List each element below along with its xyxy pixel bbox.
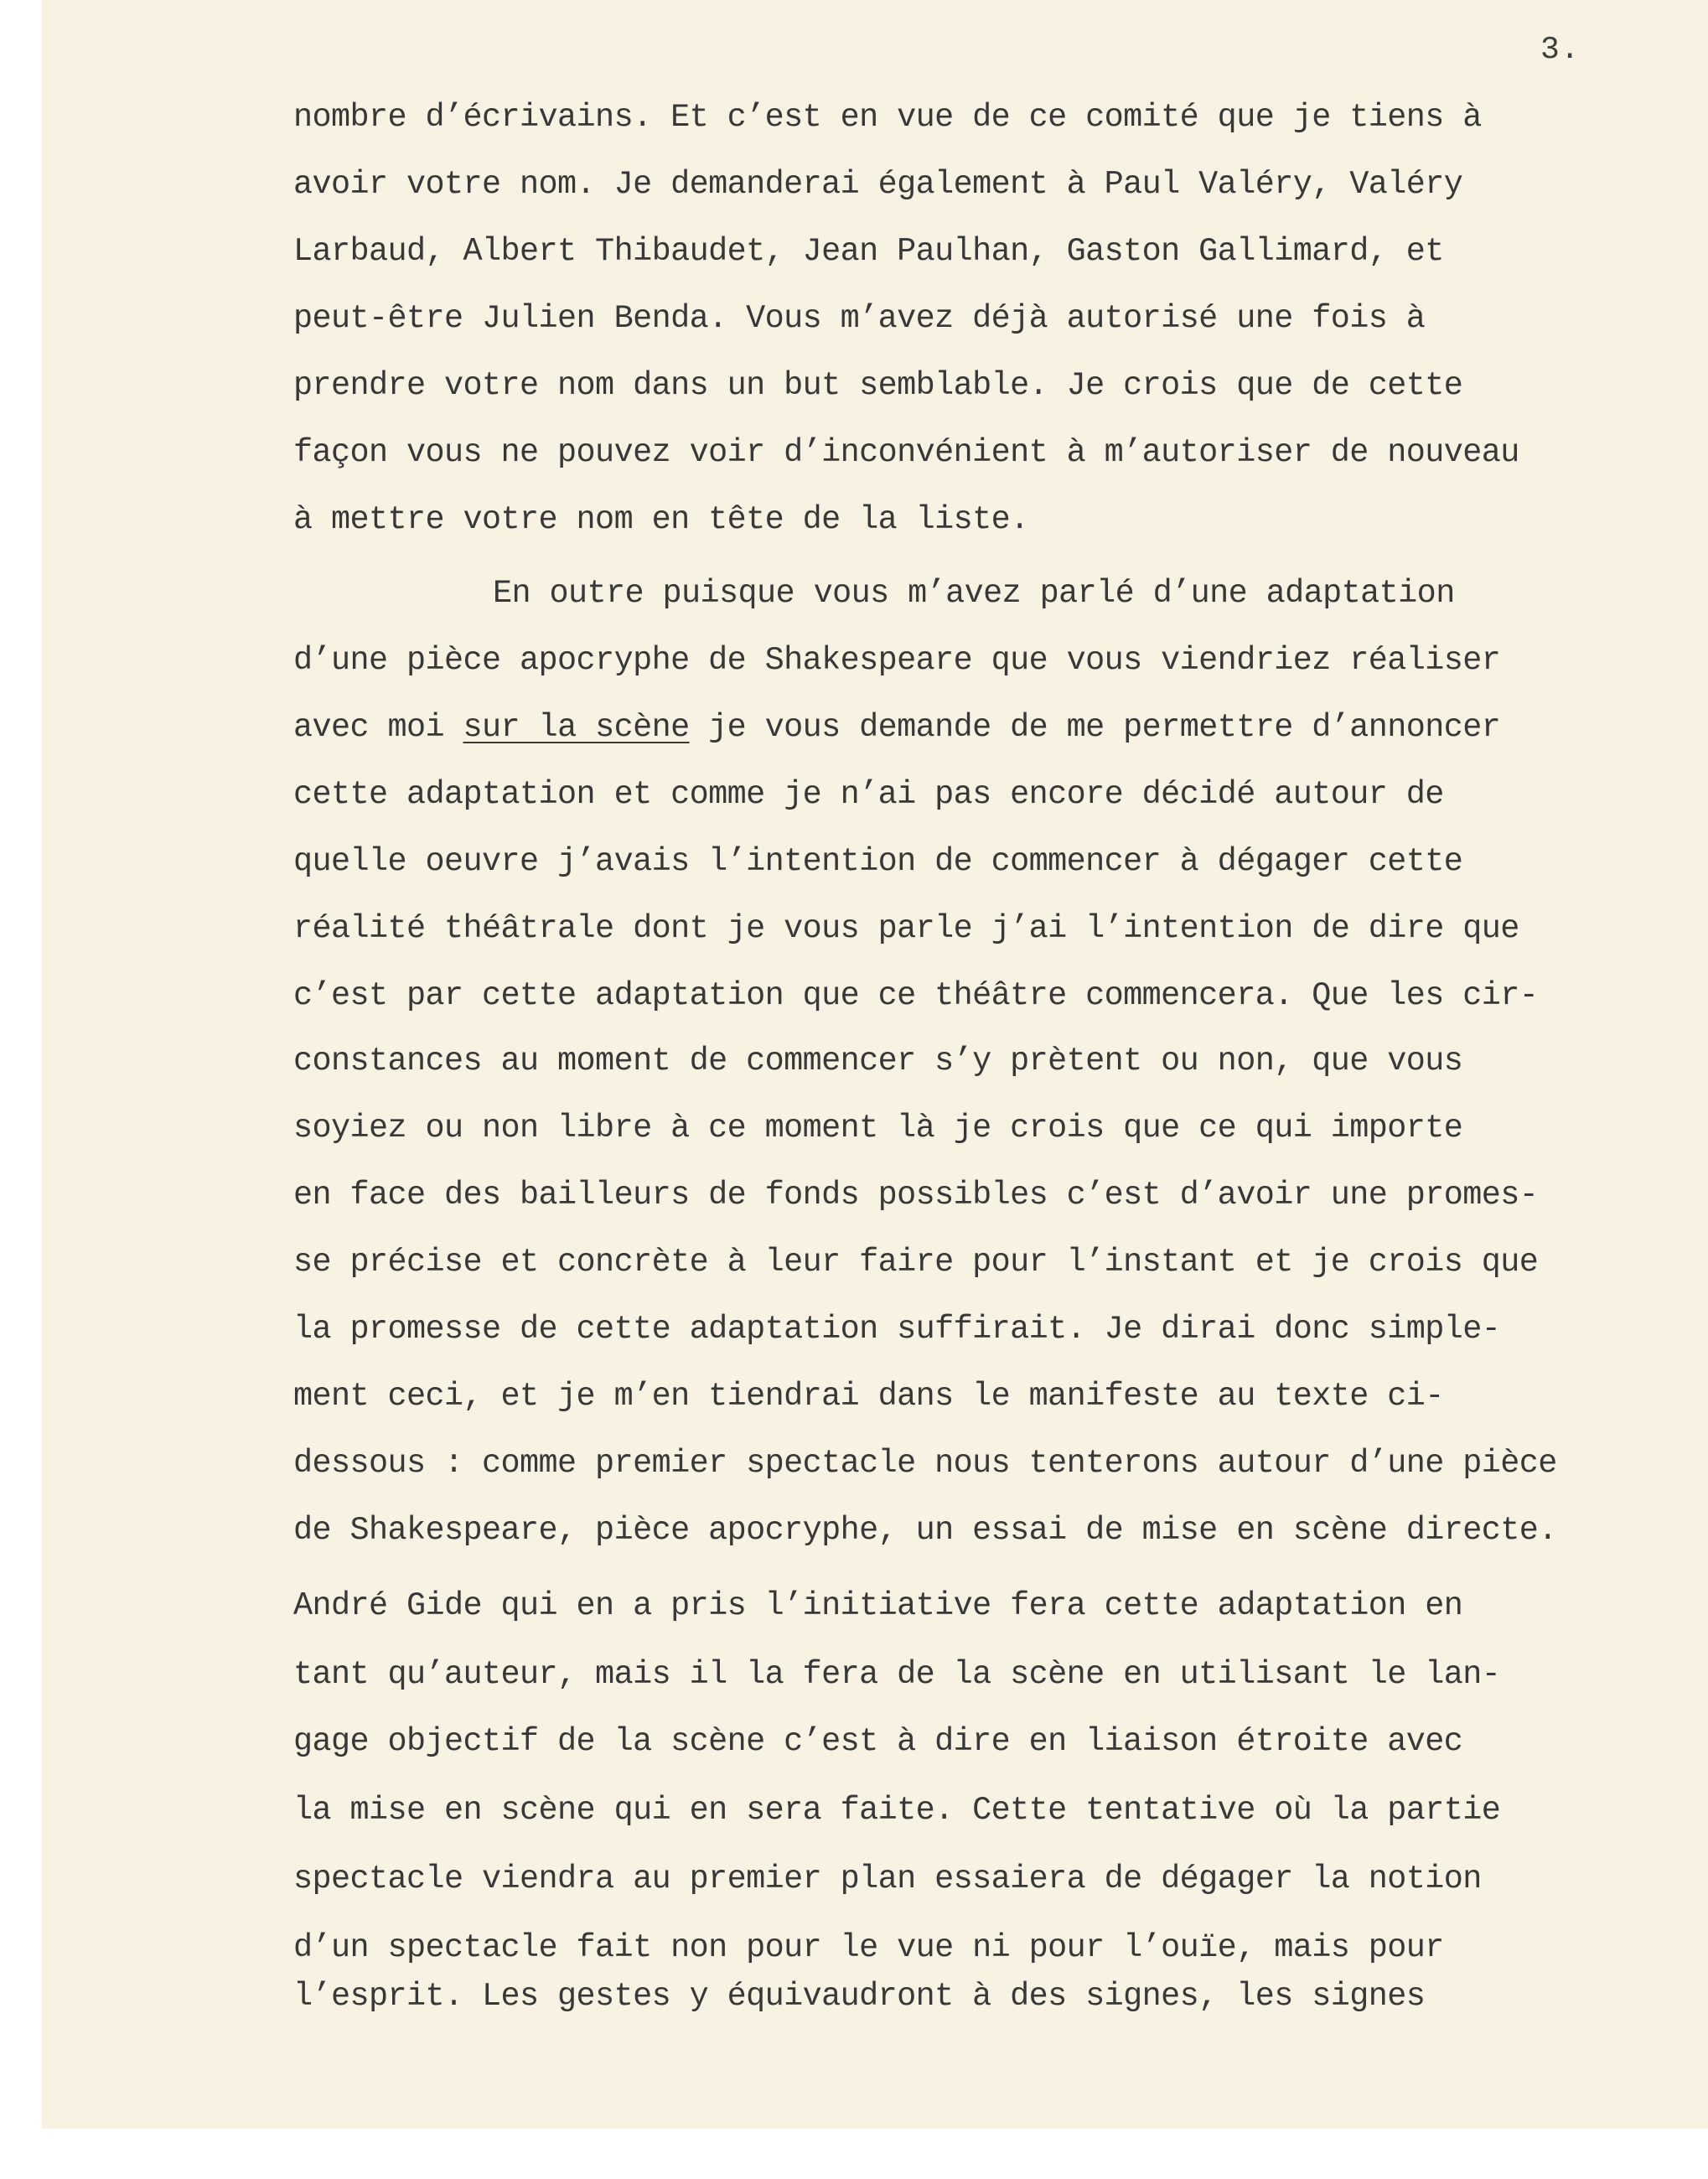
text-line: l’esprit. Les gestes y équivaudront à des signes, les signes — [293, 1978, 1426, 2015]
text-line: d’un spectacle fait non pour le vue ni pour l’ouïe, mais pour — [293, 1929, 1444, 1966]
text-line: réalité théâtrale dont je vous parle j’ai l’intention de dire que — [293, 910, 1519, 947]
text-line: Larbaud, Albert Thibaudet, Jean Paulhan, Gaston Gallimard, et — [293, 233, 1444, 270]
text-line: à mettre votre nom en tête de la liste. — [293, 501, 1029, 538]
text-line: la promesse de cette adaptation suffirait. Je dirai donc simple- — [293, 1311, 1501, 1348]
text-line: ment ceci, et je m’en tiendrai dans le manifeste au texte ci- — [293, 1378, 1444, 1415]
text-line: André Gide qui en a pris l’initiative fera cette adaptation en — [293, 1587, 1463, 1624]
text-line: tant qu’auteur, mais il la fera de la scène en utilisant le lan- — [293, 1656, 1501, 1693]
text-line: dessous : comme premier spectacle nous tenterons autour d’une pièce — [293, 1445, 1557, 1482]
text-line: façon vous ne pouvez voir d’inconvénient à m’autoriser de nouveau — [293, 434, 1519, 471]
text-line: gage objectif de la scène c’est à dire en liaison étroite avec — [293, 1723, 1463, 1760]
text-line: cette adaptation et comme je n’ai pas encore décidé autour de — [293, 776, 1444, 813]
text-line: la mise en scène qui en sera faite. Cette tentative où la partie — [293, 1792, 1501, 1829]
page-number: 3. — [1540, 32, 1581, 68]
text-line: nombre d’écrivains. Et c’est en vue de ce comité que je tiens à — [293, 99, 1482, 136]
text-line: c’est par cette adaptation que ce théâtre commencera. Que les cir- — [293, 977, 1539, 1014]
text-line-with-underline — [293, 708, 1500, 747]
text-line: constances au moment de commencer s’y prètent ou non, que vous — [293, 1043, 1463, 1079]
text-line: de Shakespeare, pièce apocryphe, un essai de mise en scène directe. — [293, 1512, 1557, 1549]
text-line: quelle oeuvre j’avais l’intention de commencer à dégager cette — [293, 843, 1463, 880]
paragraph-start-line: En outre puisque vous m’avez parlé d’une adaptation — [493, 575, 1455, 612]
underlined-phrase: sur la scène — [463, 709, 690, 746]
text-segment: avec moi — [293, 709, 463, 746]
text-line: en face des bailleurs de fonds possibles c’est d’avoir une promes- — [293, 1177, 1539, 1214]
text-segment: je vous demande de me permettre d’annoncer — [689, 709, 1501, 746]
text-line: avoir votre nom. Je demanderai également à Paul Valéry, Valéry — [293, 166, 1463, 203]
text-line: spectacle viendra au premier plan essaiera de dégager la notion — [293, 1861, 1482, 1897]
text-line: peut-être Julien Benda. Vous m’avez déjà autorisé une fois à — [293, 300, 1426, 337]
text-line: soyiez ou non libre à ce moment là je crois que ce qui importe — [293, 1110, 1463, 1146]
text-line: se précise et concrète à leur faire pour l’instant et je crois que — [293, 1244, 1539, 1281]
text-line: d’une pièce apocryphe de Shakespeare que vous viendriez réaliser — [293, 642, 1501, 679]
text-line: prendre votre nom dans un but semblable. Je crois que de cette — [293, 367, 1463, 404]
